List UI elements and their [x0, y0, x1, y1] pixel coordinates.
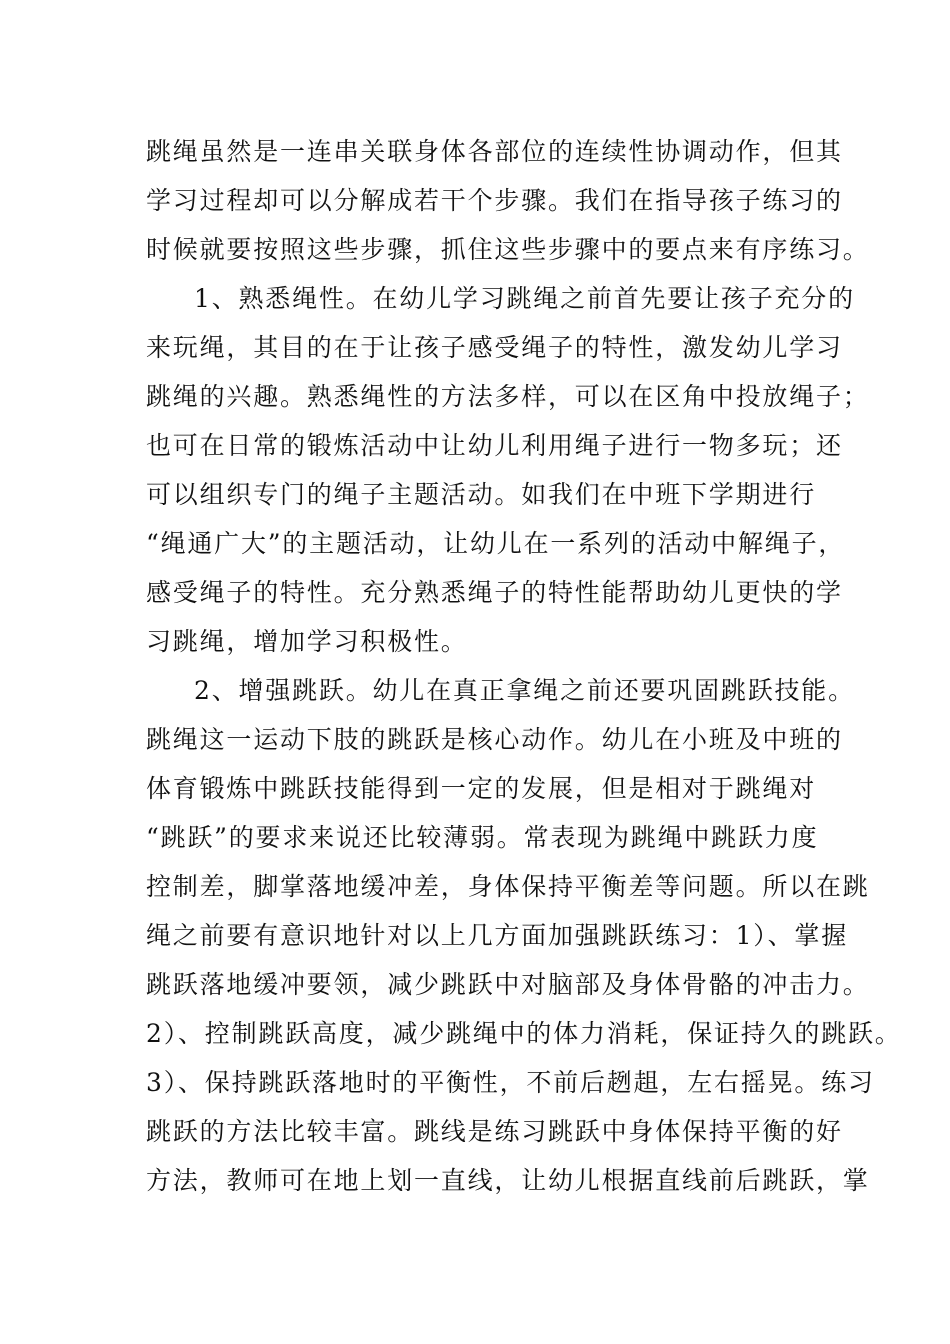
text-line: 跳跃落地缓冲要领，减少跳跃中对脑部及身体骨骼的冲击力。 — [146, 970, 870, 999]
document-body — [146, 127, 902, 1205]
text-line: 跳绳这一运动下肢的跳跃是核心动作。幼儿在小班及中班的 — [146, 725, 843, 754]
text-line: 跳绳虽然是一连串关联身体各部位的连续性协调动作，但其 — [146, 137, 843, 166]
text-line: 习跳绳，增加学习积极性。 — [146, 627, 468, 656]
text-line: 时候就要按照这些步骤，抓住这些步骤中的要点来有序练习。 — [146, 235, 870, 264]
text-line: 控制差，脚掌落地缓冲差，身体保持平衡差等问题。所以在跳 — [146, 872, 870, 901]
text-line: 学习过程却可以分解成若干个步骤。我们在指导孩子练习的 — [146, 186, 843, 215]
text-line: 可以组织专门的绳子主题活动。如我们在中班下学期进行 — [146, 480, 817, 509]
text-line: 也可在日常的锻炼活动中让幼儿利用绳子进行一物多玩；还 — [146, 431, 843, 460]
text-line: 跳绳的兴趣。熟悉绳性的方法多样，可以在区角中投放绳子； — [146, 382, 870, 411]
text-line: “绳通广大”的主题活动，让幼儿在一系列的活动中解绳子， — [146, 529, 846, 558]
text-line: 2、增强跳跃。幼儿在真正拿绳之前还要巩固跳跃技能。 — [194, 676, 855, 705]
text-line: 1、熟悉绳性。在幼儿学习跳绳之前首先要让孩子充分的 — [194, 284, 855, 313]
text-line: 方法，教师可在地上划一直线，让幼儿根据直线前后跳跃，掌 — [146, 1166, 870, 1195]
text-line: 3）、保持跳跃落地时的平衡性，不前后趔趄，左右摇晃。练习 — [146, 1068, 875, 1097]
text-line: 体育锻炼中跳跃技能得到一定的发展，但是相对于跳绳对 — [146, 774, 817, 803]
text-line: 跳跃的方法比较丰富。跳线是练习跳跃中身体保持平衡的好 — [146, 1117, 843, 1146]
text-line: 来玩绳，其目的在于让孩子感受绳子的特性，激发幼儿学习 — [146, 333, 843, 362]
text-line: 2）、控制跳跃高度，减少跳绳中的体力消耗，保证持久的跳跃。 — [146, 1019, 902, 1048]
text-line: 绳之前要有意识地针对以上几方面加强跳跃练习：1）、掌握 — [146, 921, 849, 950]
text-line: “跳跃”的要求来说还比较薄弱。常表现为跳绳中跳跃力度 — [146, 823, 819, 852]
text-line: 感受绳子的特性。充分熟悉绳子的特性能帮助幼儿更快的学 — [146, 578, 843, 607]
